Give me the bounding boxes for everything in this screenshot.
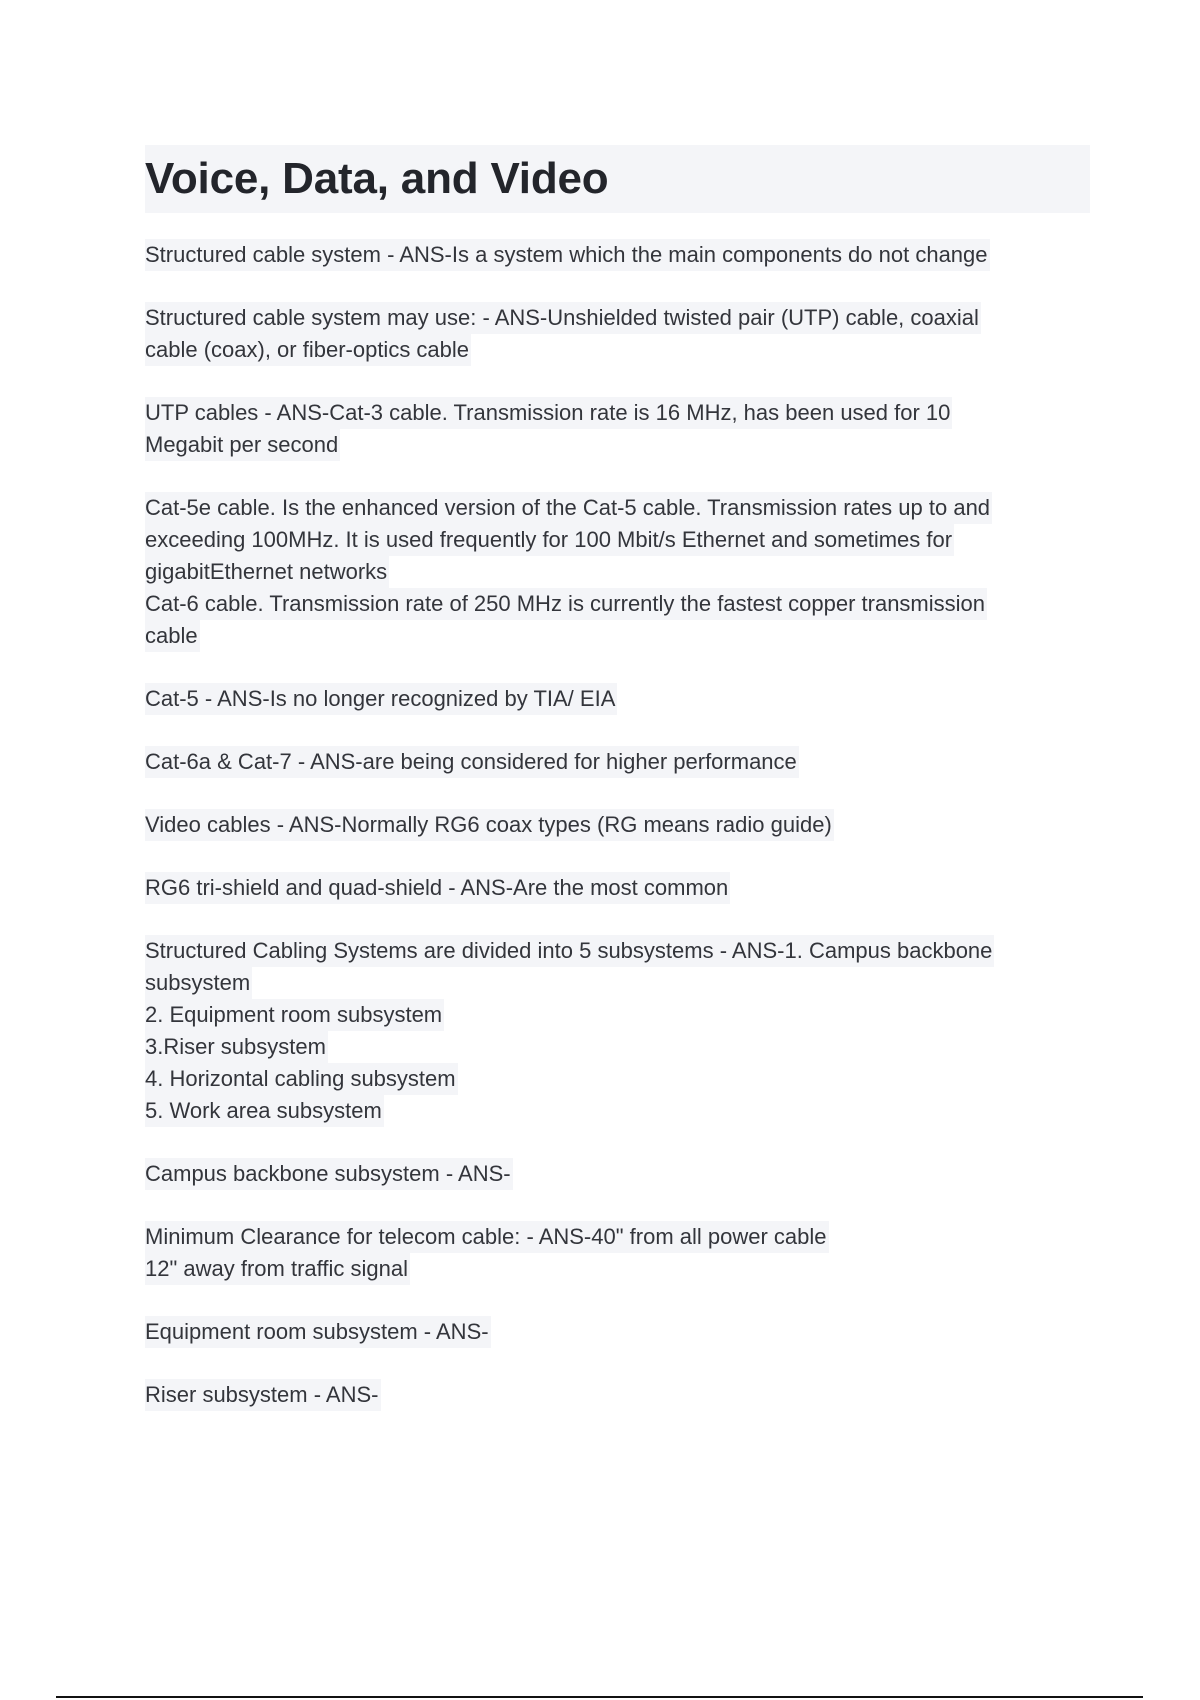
card-line: Cat-5 - ANS-Is no longer recognized by TIA/ EIA [145, 683, 617, 715]
card-line: 3.Riser subsystem [145, 1031, 328, 1063]
flashcard [145, 492, 1090, 652]
flashcard [145, 1158, 1090, 1190]
document-page [145, 145, 1090, 1442]
card-line: Megabit per second [145, 429, 340, 461]
title-band [145, 145, 1090, 213]
card-line: Structured cable system - ANS-Is a system which the main components do not change [145, 239, 990, 271]
card-line: Equipment room subsystem - ANS- [145, 1316, 491, 1348]
card-line: 4. Horizontal cabling subsystem [145, 1063, 458, 1095]
card-line: cable (coax), or fiber-optics cable [145, 334, 471, 366]
flashcard [145, 683, 1090, 715]
card-line: Structured Cabling Systems are divided into 5 subsystems - ANS-1. Campus backbone [145, 935, 994, 967]
flashcard [145, 1316, 1090, 1348]
flashcard [145, 746, 1090, 778]
flashcard [145, 935, 1090, 1127]
card-line: UTP cables - ANS-Cat-3 cable. Transmission rate is 16 MHz, has been used for 10 [145, 397, 952, 429]
card-line: Cat-6 cable. Transmission rate of 250 MHz is currently the fastest copper transmission [145, 588, 987, 620]
card-line: Structured cable system may use: - ANS-Unshielded twisted pair (UTP) cable, coaxial [145, 302, 981, 334]
flashcard [145, 239, 1090, 271]
card-line: gigabitEthernet networks [145, 556, 389, 588]
footer-rule [56, 1696, 1143, 1698]
flashcard [145, 1221, 1090, 1285]
flashcard [145, 1379, 1090, 1411]
flashcard [145, 809, 1090, 841]
card-line: subsystem [145, 967, 252, 999]
page-title: Voice, Data, and Video [145, 154, 609, 203]
card-line: exceeding 100MHz. It is used frequently for 100 Mbit/s Ethernet and sometimes for [145, 524, 954, 556]
card-line: Cat-5e cable. Is the enhanced version of the Cat-5 cable. Transmission rates up to and [145, 492, 992, 524]
card-line: cable [145, 620, 200, 652]
card-line: Cat-6a & Cat-7 - ANS-are being considered for higher performance [145, 746, 799, 778]
card-line: Campus backbone subsystem - ANS- [145, 1158, 513, 1190]
card-line: 12" away from traffic signal [145, 1253, 410, 1285]
card-line: 5. Work area subsystem [145, 1095, 384, 1127]
card-line: RG6 tri-shield and quad-shield - ANS-Are the most common [145, 872, 730, 904]
flashcard [145, 397, 1090, 461]
card-line: 2. Equipment room subsystem [145, 999, 444, 1031]
flashcard [145, 872, 1090, 904]
card-line: Riser subsystem - ANS- [145, 1379, 381, 1411]
flashcard [145, 302, 1090, 366]
card-line: Video cables - ANS-Normally RG6 coax types (RG means radio guide) [145, 809, 834, 841]
card-line: Minimum Clearance for telecom cable: - ANS-40" from all power cable [145, 1221, 829, 1253]
